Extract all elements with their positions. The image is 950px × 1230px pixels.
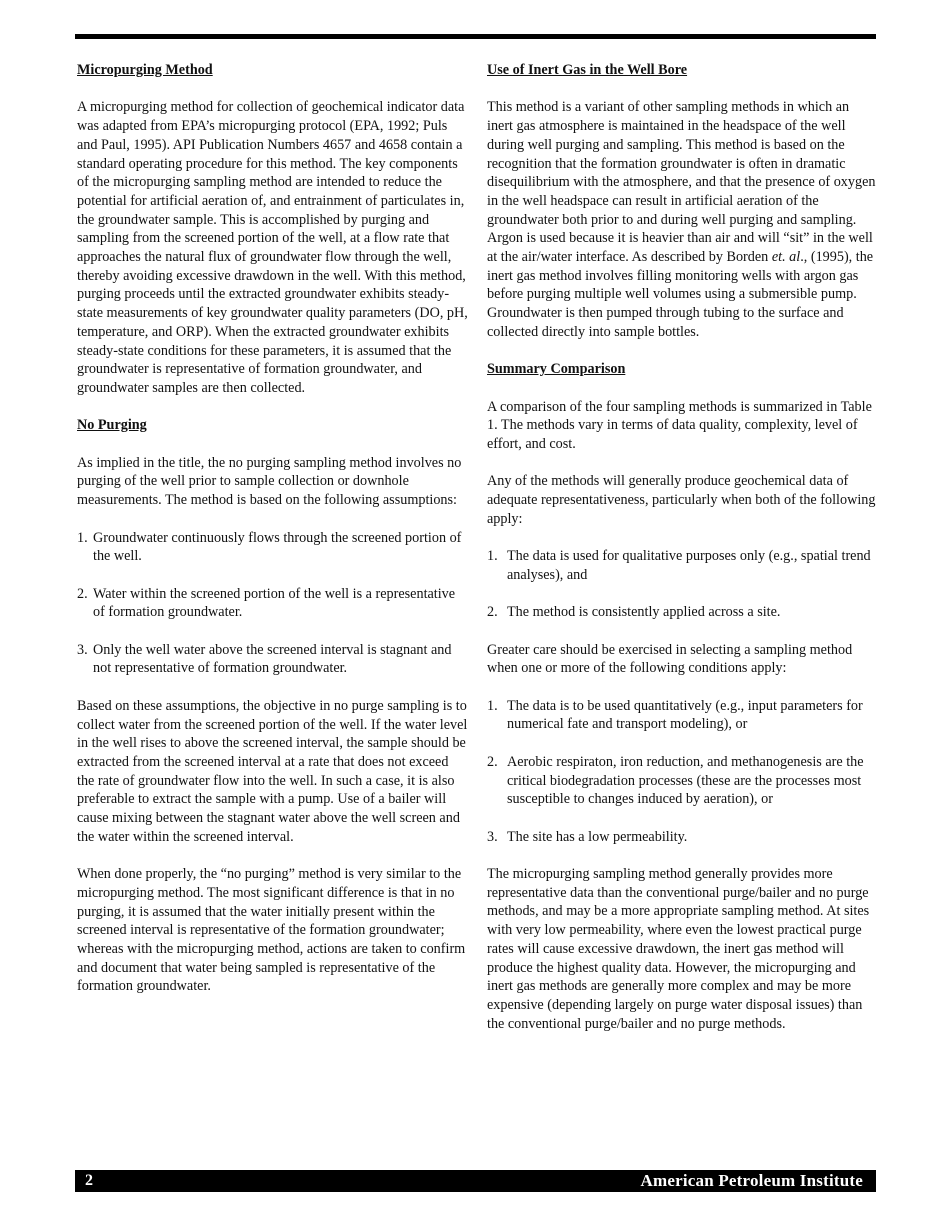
- no-purging-heading: No Purging: [77, 417, 147, 434]
- list-number: 2.: [487, 604, 498, 621]
- top-rule: [75, 34, 876, 39]
- conditions-list: [487, 697, 877, 847]
- micropurging-paragraph: A micropurging method for collection of geochemical indicator data was adapted from EPA’s micropurging protocol (EPA, 1992; Puls and Paul, 1995). API Publication Numbers 4657 and 4658 contain a standard operating procedure for this method. The key components of the micropurging sampling method are intended to reduce the potential for artificial aeration of, and entrainment of particulates in, the groundwater sample. This is accomplished by purging and sampling from the screened portion of the well, at a flow rate that approaches the natural flux of groundwater flow through the well, thereby avoiding excessive drawdown in the well. With this method, purging proceeds until the extracted groundwater exhibits steady-state measurements of key groundwater quality parameters (DO, pH, temperature, and ORP). When the extracted groundwater exhibits steady-state conditions for these parameters, it is assumed that the groundwater is representative of formation groundwater, and groundwater samples are then collected.: [77, 99, 468, 396]
- publisher-name: American Petroleum Institute: [640, 1171, 863, 1190]
- list-number: 1.: [487, 548, 498, 565]
- list-item: [487, 828, 877, 847]
- list-item: [487, 697, 877, 734]
- list-number: 2.: [487, 753, 498, 770]
- inert-gas-heading: Use of Inert Gas in the Well Bore: [487, 62, 688, 78]
- list-text: Water within the screened portion of the well is a representative of formation groundwater.: [93, 585, 456, 621]
- inert-gas-paragraph: [487, 98, 877, 341]
- list-text: Only the well water above the screened interval is stagnant and not representative of formation groundwater.: [93, 641, 452, 677]
- list-number: 1.: [77, 529, 88, 546]
- list-text: Aerobic respiraton, iron reduction, and methanogenesis are the critical biodegradation processes (these are the processes most susceptible to changes induced by aeration), or: [507, 753, 864, 808]
- list-text: The data is to be used quantitatively (e.g., input parameters for numerical fate and transport modeling), or: [507, 697, 863, 733]
- no-purging-intro: As implied in the title, the no purging sampling method involves no purging of the well prior to sample collection or downhole measurements. The method is based on the following assumptions:: [77, 454, 462, 509]
- list-number: 3.: [77, 641, 88, 658]
- summary-intro: A comparison of the four sampling methods is summarized in Table 1. The methods vary in terms of data quality, complexity, level of effort, and cost.: [487, 398, 872, 453]
- list-text: The method is consistently applied across a site.: [507, 604, 781, 621]
- summary-care-paragraph: Greater care should be exercised in selecting a sampling method when one or more of the following conditions apply:: [487, 641, 853, 677]
- micropurging-heading: Micropurging Method: [77, 62, 213, 78]
- inert-gas-text-1: This method is a variant of other sampling methods in which an inert gas atmosphere is maintained in the headspace of the well during well purging and sampling. This method is based on the recognition that the formation groundwater is often in dramatic disequilibrium with the atmosphere, and that the presence of oxygen in the well headspace can result in artificial aeration of the groundwater both prior to and during well purging and sampling. Argon is used because it is heavier than air and will “sit” in the well at the air/water interface. As described by Borden: [487, 99, 876, 266]
- list-number: 2.: [77, 585, 88, 602]
- summary-heading: Summary Comparison: [487, 361, 626, 378]
- list-text: Groundwater continuously flows through the screened portion of the well.: [93, 529, 462, 565]
- list-text: The data is used for qualitative purposes only (e.g., spatial trend analyses), and: [507, 548, 871, 583]
- list-item: [77, 529, 469, 566]
- left-column: [77, 61, 469, 1015]
- list-number: 1.: [487, 697, 498, 714]
- no-purge-comparison-paragraph: When done properly, the “no purging” method is very similar to the micropurging method. The most significant difference is that in no purging, it is assumed that the water initially present within the screened interval is representative of the formation groundwater; whereas with the micropurging method, actions are taken to confirm and document that water being sampled is representative of the formation groundwater.: [77, 866, 466, 995]
- citation-et-al: et. al: [771, 249, 801, 266]
- list-item: [487, 603, 877, 622]
- no-purge-objective-paragraph: Based on these assumptions, the objective in no purge sampling is to collect water from the screened portion of the well. If the water level in the well rises to above the screened interval, the sample should be extracted from the screened interval at a rate that does not exceed the rate of groundwater flow into the well. In such a case, it is also preferable to extract the sample with a pump. Use of a bailer will cause mixing between the stagnant water above the well screen and the water within the screened interval.: [77, 697, 468, 845]
- list-item: [487, 753, 877, 809]
- apply-list: [487, 547, 877, 622]
- list-number: 3.: [487, 828, 498, 845]
- inert-gas-text-2: ., (1995), the inert gas method involves filling monitoring wells with argon gas before purging multiple well volumes using a submersible pump. Groundwater is then pumped through tubing to the surface and collected directly into sample bottles.: [487, 249, 874, 340]
- page-footer: [75, 1170, 876, 1192]
- summary-conclusion-paragraph: The micropurging sampling method generally provides more representative data than the conventional purge/bailer and no purge methods, and may be a more appropriate sampling method. At sites with very low permeability, where even the lowest practical purge rates will cause excessive drawdown, the inert gas method will produce the highest quality data. However, the micropurging and inert gas methods are generally more complex and may be more expensive (depending largely on purge water disposal issues) than the conventional purge/bailer and no purge methods.: [487, 866, 870, 1032]
- right-column: [487, 61, 877, 1052]
- list-item: [77, 585, 469, 622]
- summary-adequate-paragraph: Any of the methods will generally produce geochemical data of adequate representativeness, particularly when both of the following apply:: [487, 473, 876, 527]
- list-text: The site has a low permeability.: [507, 828, 688, 845]
- page-number: 2: [85, 1172, 93, 1189]
- assumptions-list: [77, 529, 469, 679]
- list-item: [77, 641, 469, 678]
- list-item: [487, 547, 877, 584]
